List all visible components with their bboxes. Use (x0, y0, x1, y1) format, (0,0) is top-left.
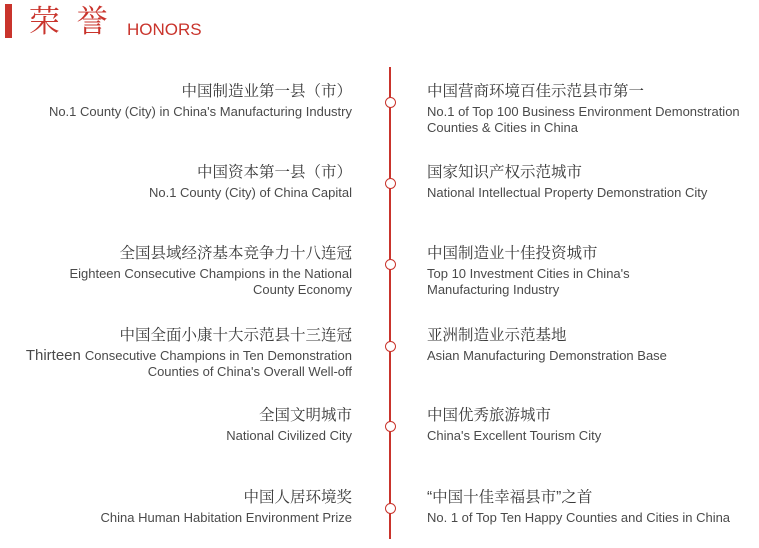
honor-title-en: Top 10 Investment Cities in China's (427, 266, 630, 281)
honor-right (427, 244, 630, 298)
honor-row (0, 488, 759, 548)
honor-title-cn: 亚洲制造业示范基地 (427, 327, 567, 344)
honor-left (101, 488, 352, 526)
honor-title-en: China Human Habitation Environment Prize (100, 510, 352, 525)
honor-title-en: No.1 of Top 100 Business Environment Demonstration (427, 104, 740, 119)
honor-title-cn: 全国文明城市 (258, 407, 352, 424)
honor-title-cn: 中国制造业第一县（市） (181, 83, 352, 100)
honor-row (0, 163, 759, 223)
timeline-node (385, 341, 396, 352)
honor-title-en: Asian Manufacturing Demonstration Base (427, 348, 667, 363)
honor-title-en-lead: Thirteen (25, 347, 81, 364)
honor-title-en-rest: Consecutive Champions in Ten Demonstration (84, 348, 352, 363)
honor-title-en: Counties of China's Overall Well-off (147, 364, 352, 379)
honor-left (149, 163, 352, 201)
page-title: 荣 誉 (29, 4, 112, 39)
honor-title-en: Manufacturing Industry (427, 282, 560, 297)
honor-right (427, 326, 667, 364)
honor-title-en: China's Excellent Tourism City (427, 428, 602, 443)
timeline-node (385, 259, 396, 270)
honor-right (427, 488, 730, 526)
honor-title-cn: 全国县域经济基本竞争力十八连冠 (119, 245, 352, 262)
honor-left (26, 326, 352, 380)
honor-right (427, 163, 707, 201)
honor-title-en: Eighteen Consecutive Champions in the National (69, 266, 352, 281)
honor-title-en: No.1 County (City) of China Capital (148, 185, 352, 200)
honor-title-en: County Economy (253, 282, 352, 297)
honor-title-cn: 中国营商环境百佳示范县市第一 (427, 83, 645, 100)
honor-left (49, 82, 352, 120)
timeline-node (385, 503, 396, 514)
honor-title-cn: 中国人居环境奖 (243, 489, 352, 506)
page-subtitle: HONORS (127, 20, 202, 39)
header-accent-bar (5, 4, 12, 38)
honor-title-en: National Civilized City (226, 428, 352, 443)
timeline-node (385, 178, 396, 189)
honor-title-cn: 中国制造业十佳投资城市 (427, 245, 598, 262)
honor-title-en: No.1 County (City) in China's Manufacturing Industry (48, 104, 352, 119)
timeline-node (385, 421, 396, 432)
honor-row (0, 82, 759, 142)
honor-row (0, 244, 759, 304)
honor-right (427, 82, 740, 136)
honor-right (427, 406, 601, 444)
honor-title-cn: 中国资本第一县（市） (196, 164, 352, 181)
honor-left (69, 244, 352, 298)
honor-title-en (26, 348, 352, 364)
honor-title-cn: 国家知识产权示范城市 (427, 164, 583, 181)
honor-title-cn: 中国优秀旅游城市 (427, 407, 552, 424)
honor-left (226, 406, 352, 444)
honor-title-cn: “中国十佳幸福县市”之首 (427, 489, 593, 506)
honor-row (0, 326, 759, 386)
honor-title-en: No. 1 of Top Ten Happy Counties and Cities in China (427, 510, 731, 525)
honor-title-cn: 中国全面小康十大示范县十三连冠 (119, 327, 352, 344)
honor-row (0, 406, 759, 466)
honor-title-en: National Intellectual Property Demonstration City (427, 185, 708, 200)
timeline-node (385, 97, 396, 108)
honor-title-en: Counties & Cities in China (427, 120, 579, 135)
